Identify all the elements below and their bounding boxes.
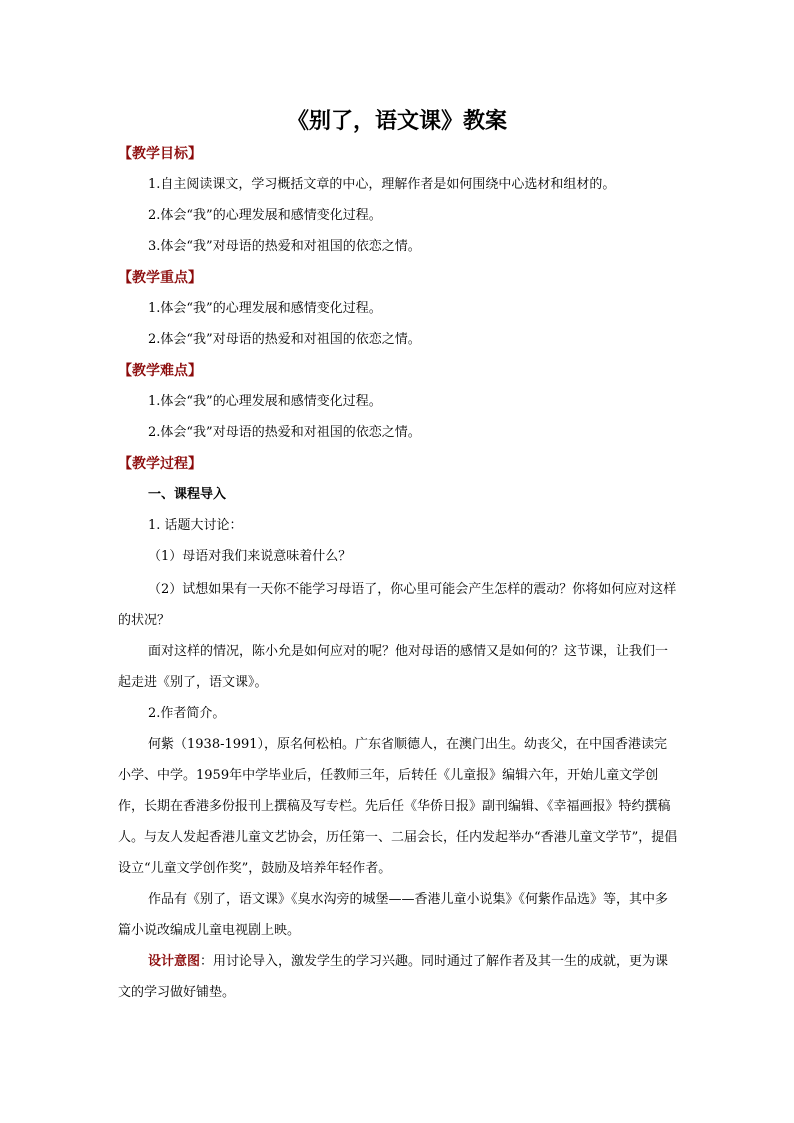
goal-item: 3.体会“我”对母语的热爱和对祖国的依恋之情。 — [148, 239, 421, 254]
discussion-question-1: （1）母语对我们来说意味着什么？ — [148, 549, 352, 564]
difficulty-item: 1.体会“我”的心理发展和感情变化过程。 — [148, 394, 382, 409]
section-heading-difficulties: 【教学难点】 — [118, 363, 202, 379]
goal-item: 2.体会“我”的心理发展和感情变化过程。 — [148, 208, 382, 223]
author-bio-paragraph: 何紫（1938-1991），原名何松柏。广东省顺德人，在澳门出生。幼丧父，在中国香港读完小学、中学。1959年中学毕业后，任教师三年，后转任《儿童报》编辑六年，开始儿童文学创作，长期在香港多份报刊上撰稿及写专栏。先后任《华侨日报》副刊编辑、《幸福画报》特约撰稿人。与友人发起香港儿童文艺协会，历任第一、二届会长，任内发起举办“香港儿童文学节”，提倡设立“儿童文学创作奖”，鼓励及培养年轻作者。 — [118, 737, 678, 876]
design-intent-label: 设计意图 — [148, 954, 201, 969]
works-paragraph: 作品有《别了，语文课》《臭水沟旁的城堡——香港儿童小说集》《何紫作品选》等，其中多篇小说改编成儿童电视剧上映。 — [118, 892, 669, 938]
page-title: 《别了，语文课》教案 — [286, 109, 507, 134]
process-step-heading: 一、课程导入 — [148, 487, 227, 502]
section-heading-goals: 【教学目标】 — [118, 146, 202, 162]
key-point-item: 2.体会“我”对母语的热爱和对祖国的依恋之情。 — [148, 332, 421, 347]
design-intent-text: ：用讨论导入，激发学生的学习兴趣。同时通过了解作者及其一生的成就，更为课文的学习做好铺垫。 — [118, 954, 669, 1000]
topic-discussion-label: 1. 话题大讨论： — [148, 518, 243, 533]
discussion-question-2: （2）试想如果有一天你不能学习母语了，你心里可能会产生怎样的震动？你将如何应对这样的状况？ — [118, 582, 677, 628]
goal-item: 1.自主阅读课文，学习概括文章的中心，理解作者是如何围绕中心选材和组材的。 — [148, 177, 616, 192]
intro-paragraph: 面对这样的情况，陈小允是如何应对的呢？他对母语的感情又是如何的？这节课，让我们一起走进《别了，语文课》。 — [118, 644, 669, 690]
document-body — [118, 144, 678, 1008]
section-heading-process: 【教学过程】 — [118, 456, 202, 472]
author-intro-heading: 2.作者简介。 — [148, 706, 226, 721]
section-heading-key-points: 【教学重点】 — [118, 270, 202, 286]
design-intent-paragraph — [118, 946, 678, 1008]
difficulty-item: 2.体会“我”对母语的热爱和对祖国的依恋之情。 — [148, 425, 421, 440]
key-point-item: 1.体会“我”的心理发展和感情变化过程。 — [148, 301, 382, 316]
